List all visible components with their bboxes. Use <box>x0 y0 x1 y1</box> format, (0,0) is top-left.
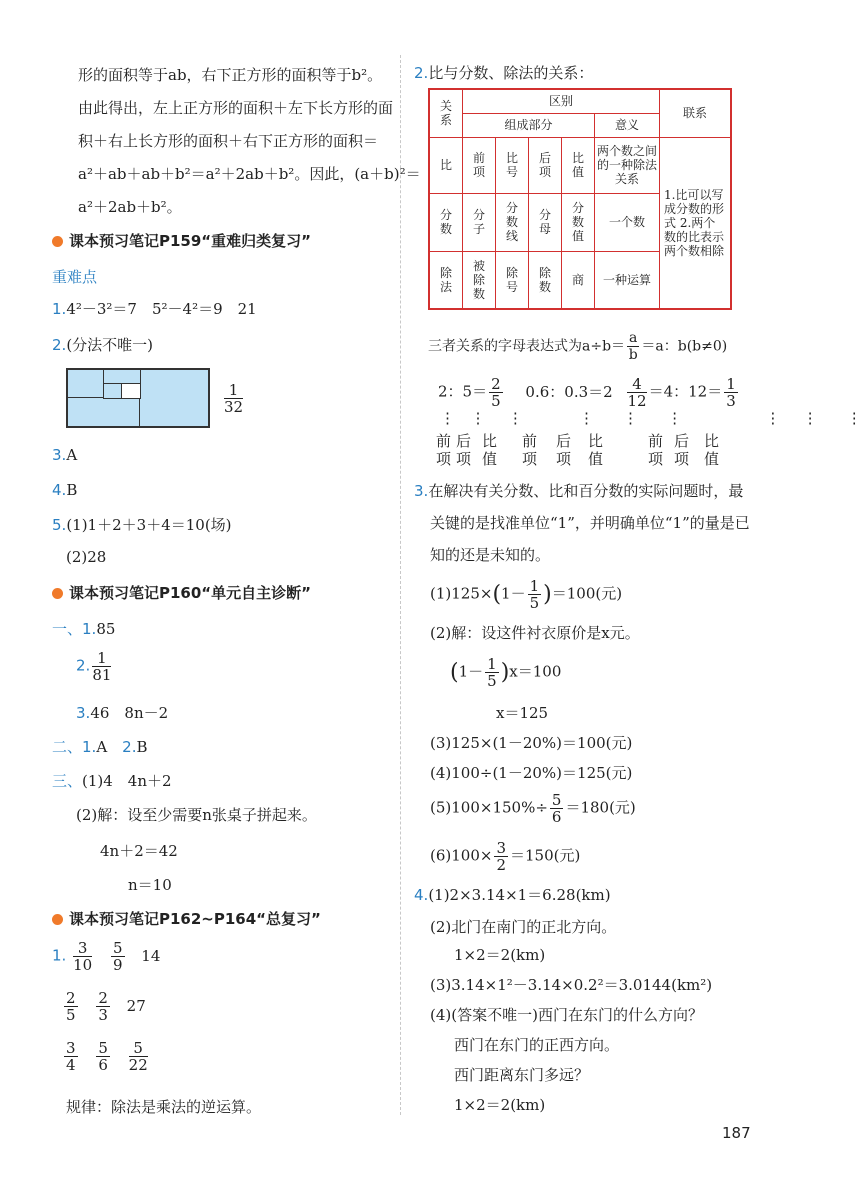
term-label-front-3: 前项 <box>648 432 664 468</box>
table-cell: 商 <box>562 251 595 309</box>
table-cell: 一个数 <box>595 193 660 251</box>
table-cell: 分母 <box>538 208 551 236</box>
s2-part-2: 二、1.A 2.B <box>52 738 148 756</box>
intro-line-2: 由此得出，左上正方形的面积＋左下长方形的面 <box>78 99 394 117</box>
q3-1: (1)125×(1－ $\frac{1}{5}$ )＝100(元) <box>430 577 623 612</box>
section-title-3: 课本预习笔记P162~P164“总复习” <box>52 908 321 929</box>
ratio-examples: 2：5＝ $\frac{2}{5}$ 0.6：0.3＝2 $\frac{4}{12}$ ＝4：12＝ $\frac{1}{3}$ <box>438 375 736 410</box>
q4-4a: 西门在东门的正西方向。 <box>454 1036 620 1054</box>
q4-2: (2)北门在南门的正北方向。 <box>430 918 617 936</box>
term-label-front-2: 前项 <box>522 432 538 468</box>
q3-2-x: x＝125 <box>496 704 549 722</box>
q4-4b: 西门距离东门多远？ <box>454 1066 590 1084</box>
s2-part-3: 三、(1)4 4n＋2 <box>52 772 172 790</box>
q4-3: (3)3.14×1²－3.14×0.2²＝3.0144(km²) <box>430 976 713 994</box>
q3-2-eq: (1－ $\frac{1}{5}$ )x＝100 <box>450 655 562 690</box>
s3-row-3: $\frac{3}{4}$ $\frac{5}{6}$ $\frac{5}{22}$ <box>66 1039 148 1074</box>
intro-line-3: 积＋右上长方形的面积＋右下正方形的面积＝ <box>78 132 379 150</box>
bullet-icon <box>52 236 63 247</box>
term-label-value-2: 比值 <box>588 432 604 468</box>
q4-4: (4)(答案不唯一)西门在东门的什么方向？ <box>430 1006 703 1024</box>
ratio-dots: ⋮ ⋮ ⋮ ⋮ ⋮ ⋮ ⋮ ⋮ ⋮ <box>440 409 864 427</box>
s3-rule: 规律：除法是乘法的逆运算。 <box>66 1098 262 1116</box>
term-label-back-3: 后项 <box>674 432 690 468</box>
page-number: 187 <box>722 1124 751 1142</box>
formula-line: 三者关系的字母表达式为a÷b＝ $\frac{a}{b}$ ＝a：b(b≠0) <box>428 330 728 363</box>
q3-5: (5)100×150%÷ $\frac{5}{6}$ ＝180(元) <box>430 791 636 826</box>
key-points-heading: 重难点 <box>52 268 98 286</box>
left-q5-2: (2)28 <box>66 548 107 566</box>
table-row <box>429 137 731 193</box>
table-cell: 比号 <box>505 151 518 179</box>
s2-item-2: 2. $\frac{1}{81}$ <box>76 649 112 684</box>
term-label-value-1: 比值 <box>482 432 498 468</box>
table-cell: 除号 <box>505 265 518 294</box>
s3-row-2: $\frac{2}{5}$ $\frac{2}{3}$ 27 <box>66 989 146 1024</box>
q4-1: 4.(1)2×3.14×1＝6.28(km) <box>414 886 611 904</box>
section-title-2: 课本预习笔记P160“单元自主诊断” <box>52 582 311 603</box>
q3-2: (2)解：设这件衬衣原价是x元。 <box>430 624 640 642</box>
left-q4: 4.B <box>52 481 78 499</box>
bullet-icon <box>52 588 63 599</box>
right-q2-title: 2.比与分数、除法的关系： <box>414 64 594 82</box>
table-cell: 分数线 <box>505 201 518 243</box>
section-title-1: 课本预习笔记P159“重难归类复习” <box>52 230 311 251</box>
intro-line-1: 形的面积等于ab，右下正方形的面积等于b²。 <box>78 66 383 84</box>
term-label-front-1: 前项 <box>436 432 452 468</box>
table-cell: 后项 <box>538 151 551 179</box>
s3-row-1: 1. $\frac{3}{10}$ $\frac{5}{9}$ 14 <box>52 939 161 974</box>
s2-eq-2: n＝10 <box>128 876 172 894</box>
right-q3-line-2: 关键的是找准单位“1”，并明确单位“1”的量是已 <box>430 514 750 532</box>
q4-4c: 1×2＝2(km) <box>454 1096 546 1114</box>
left-q3: 3.A <box>52 446 78 464</box>
q3-6: (6)100× $\frac{3}{2}$ ＝150(元) <box>430 839 581 874</box>
term-label-back-1: 后项 <box>456 432 472 468</box>
table-cell: 被除数 <box>472 258 485 301</box>
q3-3: (3)125×(1－20%)＝100(元) <box>430 734 633 752</box>
table-header-guanxi: 关系 <box>429 89 463 137</box>
table-cell: 分子 <box>472 208 485 236</box>
right-q3-line-3: 知的还是未知的。 <box>430 546 551 564</box>
table-cell: 比值 <box>571 151 584 179</box>
table-header-lianxi: 联系 <box>660 89 732 137</box>
table-cell: 比 <box>429 137 463 193</box>
q4-2b: 1×2＝2(km) <box>454 946 546 964</box>
table-header-qubie: 区别 <box>463 89 660 113</box>
term-label-back-2: 后项 <box>556 432 572 468</box>
s2-part-3-2: (2)解：设至少需要n张桌子拼起来。 <box>76 806 317 824</box>
intro-line-5: a²＋2ab＋b²。 <box>78 198 182 216</box>
left-q2: 2.(分法不唯一) <box>52 336 154 354</box>
table-cell: 除数 <box>538 265 551 294</box>
s2-eq-1: 4n＋2＝42 <box>100 842 178 860</box>
table-cell: 分数值 <box>571 201 584 243</box>
table-link-cell: 1.比可以写成分数的形式 2.两个数的比表示两个数相除 <box>664 187 725 258</box>
q3-4: (4)100÷(1－20%)＝125(元) <box>430 764 633 782</box>
q2-fraction: $\frac{1}{32}$ <box>224 381 244 416</box>
s2-item-1: 一、1.85 <box>52 620 116 638</box>
left-q5: 5.(1)1＋2＋3＋4＝10(场) <box>52 516 232 534</box>
bullet-icon <box>52 914 63 925</box>
term-label-value-3: 比值 <box>704 432 720 468</box>
left-q1: 1.4²－3²＝7 5²－4²＝9 21 <box>52 300 257 318</box>
column-divider <box>400 55 401 1115</box>
table-header-zucheng: 组成部分 <box>463 113 595 137</box>
relation-table <box>428 88 732 310</box>
right-q3-line-1: 3.在解决有关分数、比和百分数的实际问题时，最 <box>414 482 744 500</box>
table-cell: 分数 <box>439 208 452 236</box>
s2-item-3: 3.46 8n－2 <box>76 704 169 722</box>
table-header-yiyi: 意义 <box>595 113 660 137</box>
partition-rectangle-figure <box>66 368 210 428</box>
table-cell: 两个数之间的一种除法关系 <box>597 144 658 186</box>
intro-line-4: a²＋ab＋ab＋b²＝a²＋2ab＋b²。因此，(a＋b)²＝ <box>78 165 421 183</box>
table-cell: 除法 <box>439 265 452 294</box>
table-cell: 一种运算 <box>595 251 660 309</box>
table-cell: 前项 <box>472 151 485 179</box>
